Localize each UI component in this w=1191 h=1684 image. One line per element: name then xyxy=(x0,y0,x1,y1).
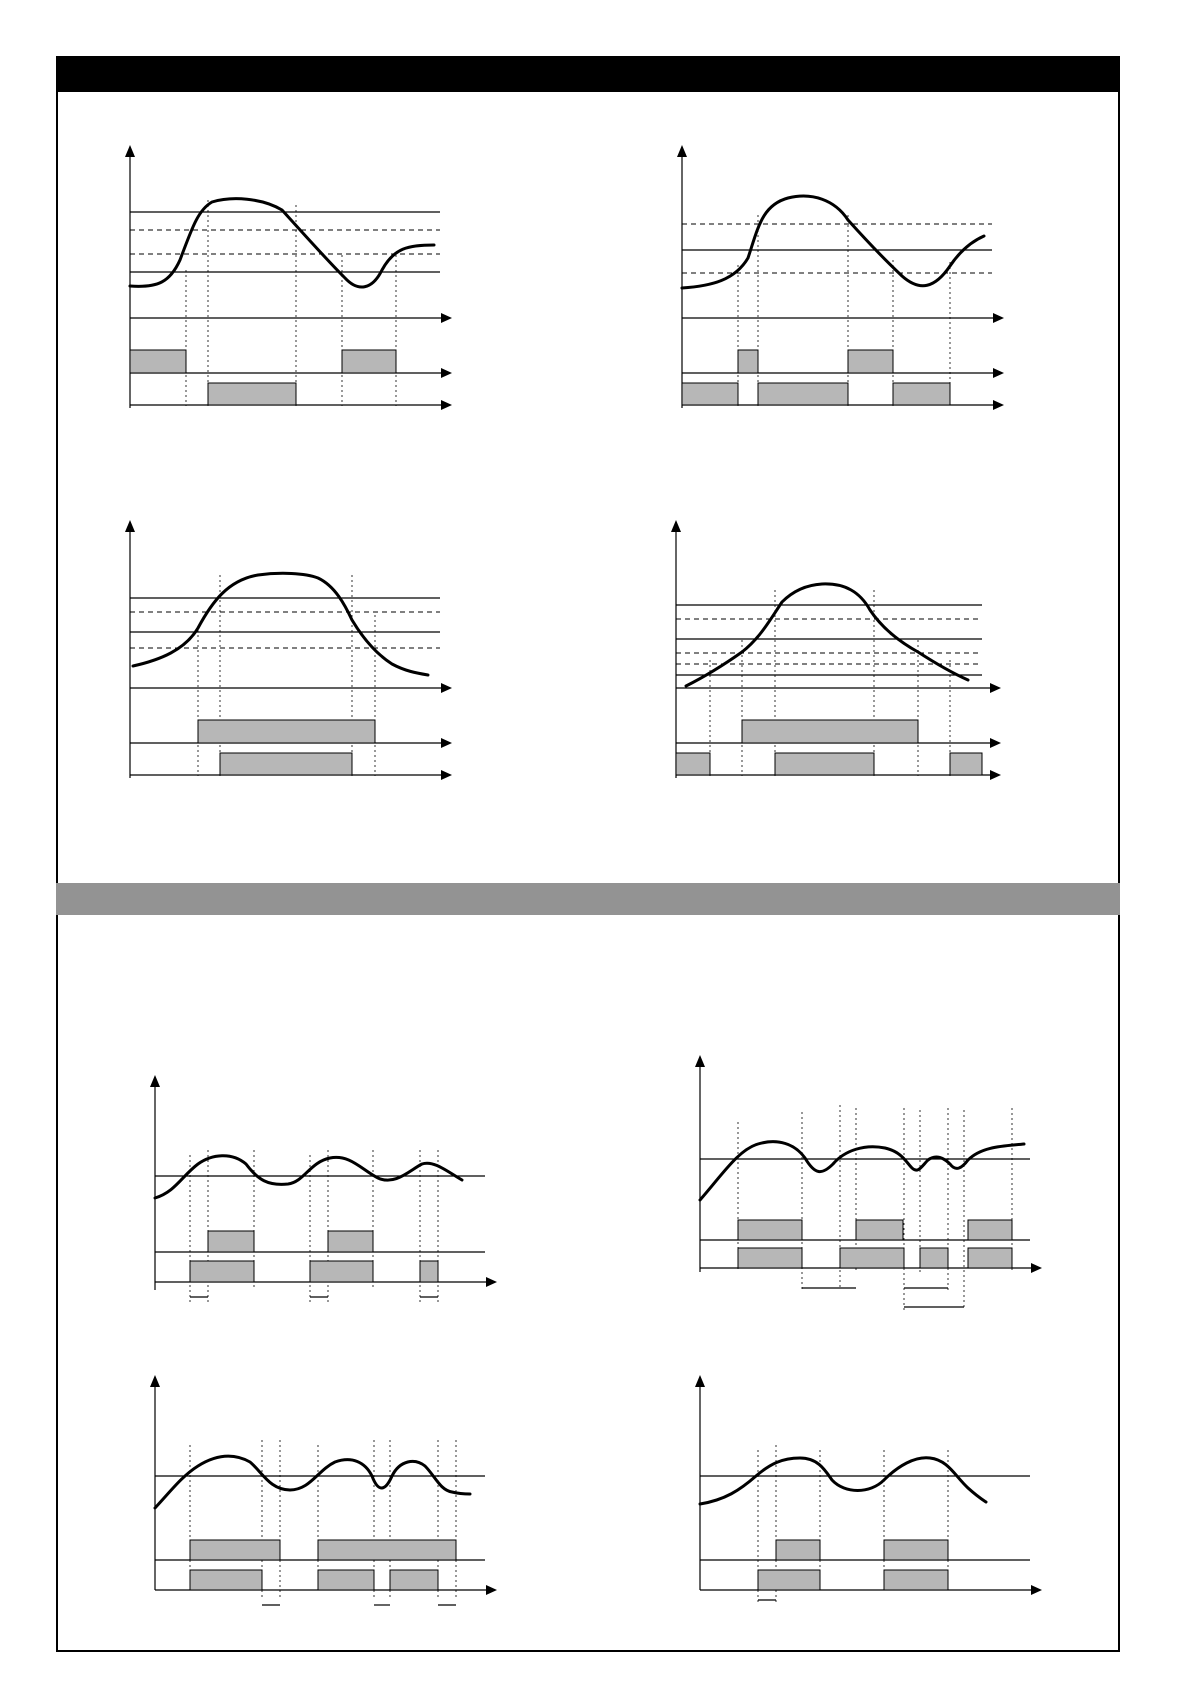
alarm-diagram-2 xyxy=(670,140,1010,430)
section-header-bar xyxy=(56,56,1120,92)
alarm-diagram-3 xyxy=(120,515,460,785)
section-subheader-bar xyxy=(56,883,1120,915)
timing-diagram-2 xyxy=(690,1050,1050,1320)
timing-diagram-1 xyxy=(145,1070,505,1320)
alarm-diagram-4 xyxy=(670,515,1010,785)
timing-diagram-4 xyxy=(690,1370,1050,1610)
alarm-diagram-1 xyxy=(120,140,460,430)
timing-diagram-3 xyxy=(145,1370,505,1610)
